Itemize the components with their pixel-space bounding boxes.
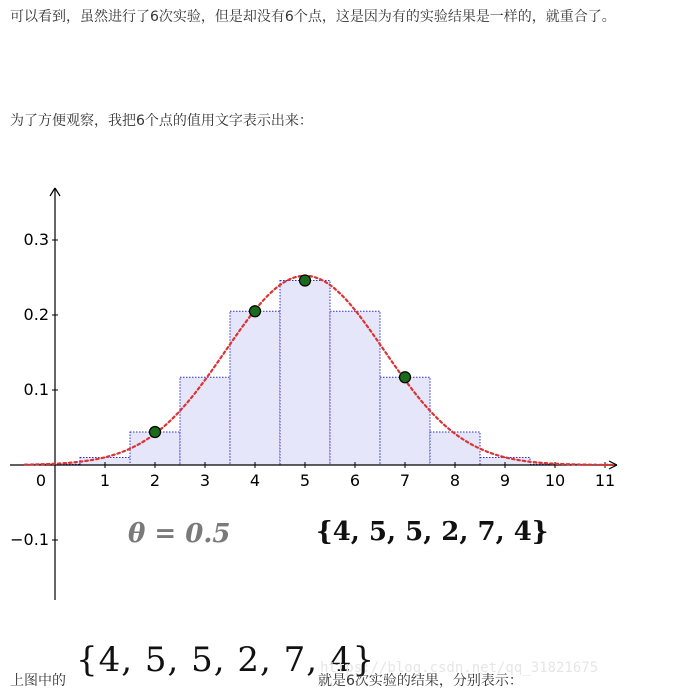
sample-point-4 — [250, 306, 261, 317]
x-tick-label: 10 — [544, 471, 566, 490]
x-tick-label: 0 — [35, 471, 47, 490]
sample-point-2 — [150, 427, 161, 438]
paragraph-intro: 可以看到，虽然进行了6次实验，但是却没有6个点，这是因为有的实验结果是一样的，就重合了。 — [10, 9, 616, 25]
x-tick-label: 2 — [149, 471, 161, 490]
result-set-annotation: {4, 5, 5, 2, 7, 4} — [316, 517, 549, 547]
bottom-tail-text: 就是6次实验的结果，分别表示： — [318, 673, 523, 689]
sample-point-7 — [400, 372, 411, 383]
paragraph-explanation: 为了方便观察，我把6个点的值用文字表示出来： — [10, 113, 313, 129]
watermark: https://blog.csdn.net/qq_31821675 — [320, 660, 599, 676]
x-tick-label: 4 — [249, 471, 261, 490]
x-tick-label: 3 — [199, 471, 211, 490]
x-tick-label: 6 — [349, 471, 361, 490]
x-tick-label: 7 — [399, 471, 411, 490]
bottom-lead-text: 上图中的 — [10, 673, 66, 689]
bar-8 — [430, 432, 480, 465]
chart-svg — [0, 180, 673, 600]
y-tick-label: 0.1 — [23, 380, 49, 399]
bar-3 — [180, 377, 230, 465]
x-tick-label: 11 — [594, 471, 616, 490]
bar-5 — [280, 281, 330, 466]
sample-point-5 — [300, 275, 311, 286]
y-tick-label: −0.1 — [10, 530, 49, 549]
x-tick-label: 8 — [449, 471, 461, 490]
x-tick-label: 9 — [499, 471, 511, 490]
bars-layer — [30, 281, 580, 466]
x-tick-label: 1 — [99, 471, 111, 490]
bar-7 — [380, 377, 430, 465]
bottom-result-set: {4, 5, 5, 2, 7, 4} — [76, 640, 376, 680]
y-tick-label: 0.2 — [23, 305, 49, 324]
binomial-chart — [0, 180, 673, 600]
theta-annotation: θ = 0.5 — [128, 519, 231, 549]
x-tick-label: 5 — [299, 471, 311, 490]
y-tick-label: 0.3 — [23, 230, 49, 249]
